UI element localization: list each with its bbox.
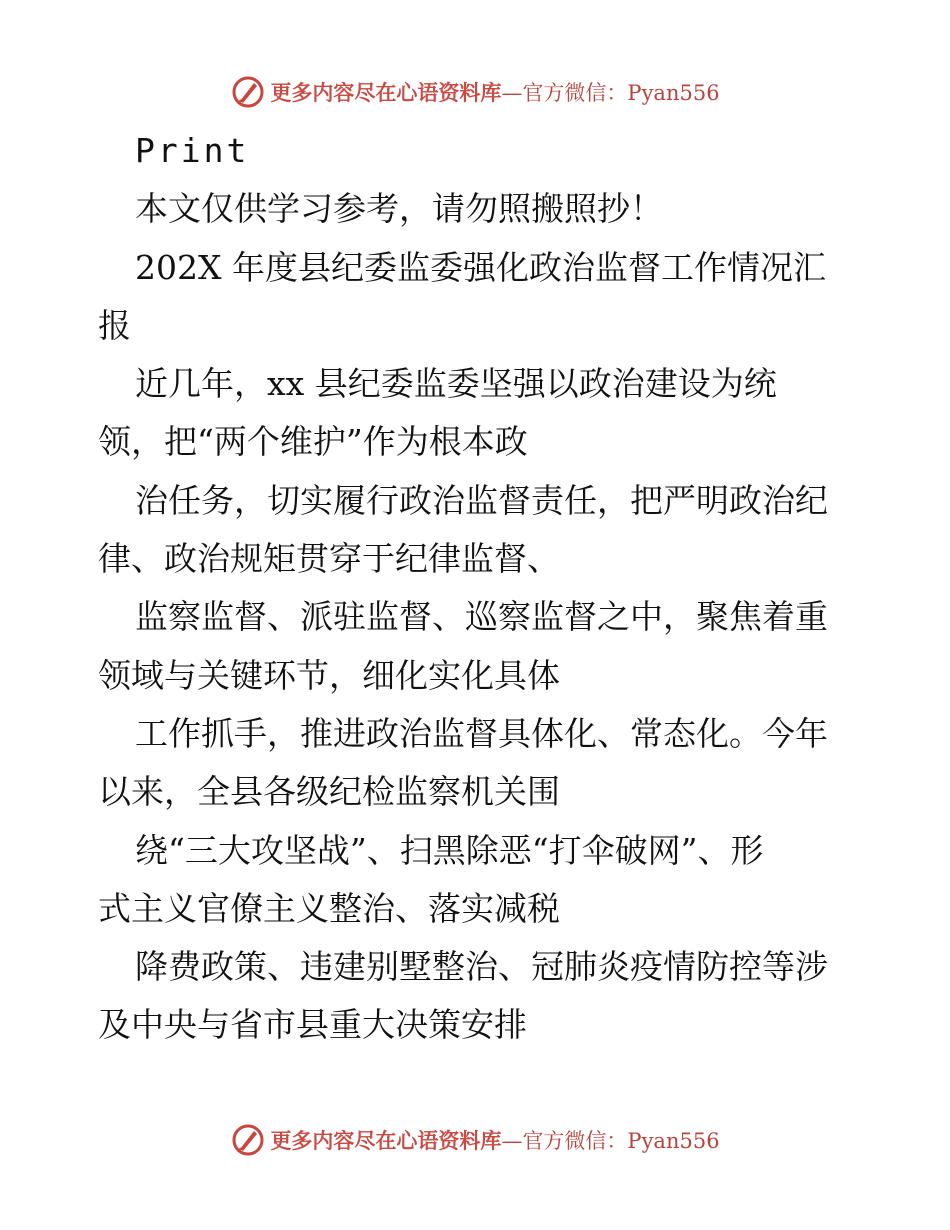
text-line: 以来，全县各级纪检监察机关围: [98, 772, 560, 812]
quill-circle-icon: [230, 74, 266, 110]
text-line: 治任务，切实履行政治监督责任，把严明政治纪: [135, 480, 828, 520]
text-line: Print: [135, 131, 250, 170]
text-line: 及中央与省市县重大决策安排: [98, 1005, 527, 1045]
text-line: 工作抓手，推进政治监督具体化、常态化。今年: [135, 713, 828, 753]
text-line: 式主义官僚主义整治、落实减税: [98, 888, 560, 928]
header-watermark: [0, 72, 950, 112]
watermark-main: 更多内容尽在心语资料库: [270, 80, 502, 105]
footer-watermark: [0, 1120, 950, 1160]
text-line: 报: [98, 305, 131, 345]
text-line: 律、政治规矩贯穿于纪律监督、: [98, 539, 560, 579]
quill-circle-icon: [230, 1122, 266, 1158]
text-line: 降费政策、违建别墅整治、冠肺炎疫情防控等涉: [135, 947, 828, 987]
text-line: 本文仅供学习参考，请勿照搬照抄！: [135, 189, 663, 229]
text-line: 202X 年度县纪委监委强化政治监督工作情况汇: [135, 247, 826, 287]
watermark-sub: —官方微信：Pyan556: [501, 1129, 720, 1153]
text-line: 近几年，xx 县纪委监委坚强以政治建设为统: [135, 364, 777, 404]
document-body: [98, 122, 858, 1055]
text-line: 绕“三大攻坚战”、扫黑除恶“打伞破网”、形: [135, 830, 764, 870]
text-line: 领，把“两个维护”作为根本政: [98, 422, 528, 462]
text-line: 监察监督、派驻监督、巡察监督之中，聚焦着重: [135, 597, 828, 637]
watermark-text: [270, 77, 719, 107]
watermark-sub: —官方微信：Pyan556: [501, 81, 720, 105]
watermark-main: 更多内容尽在心语资料库: [270, 1128, 502, 1153]
watermark-text: [270, 1125, 719, 1155]
text-line: 领域与关键环节，细化实化具体: [98, 655, 560, 695]
